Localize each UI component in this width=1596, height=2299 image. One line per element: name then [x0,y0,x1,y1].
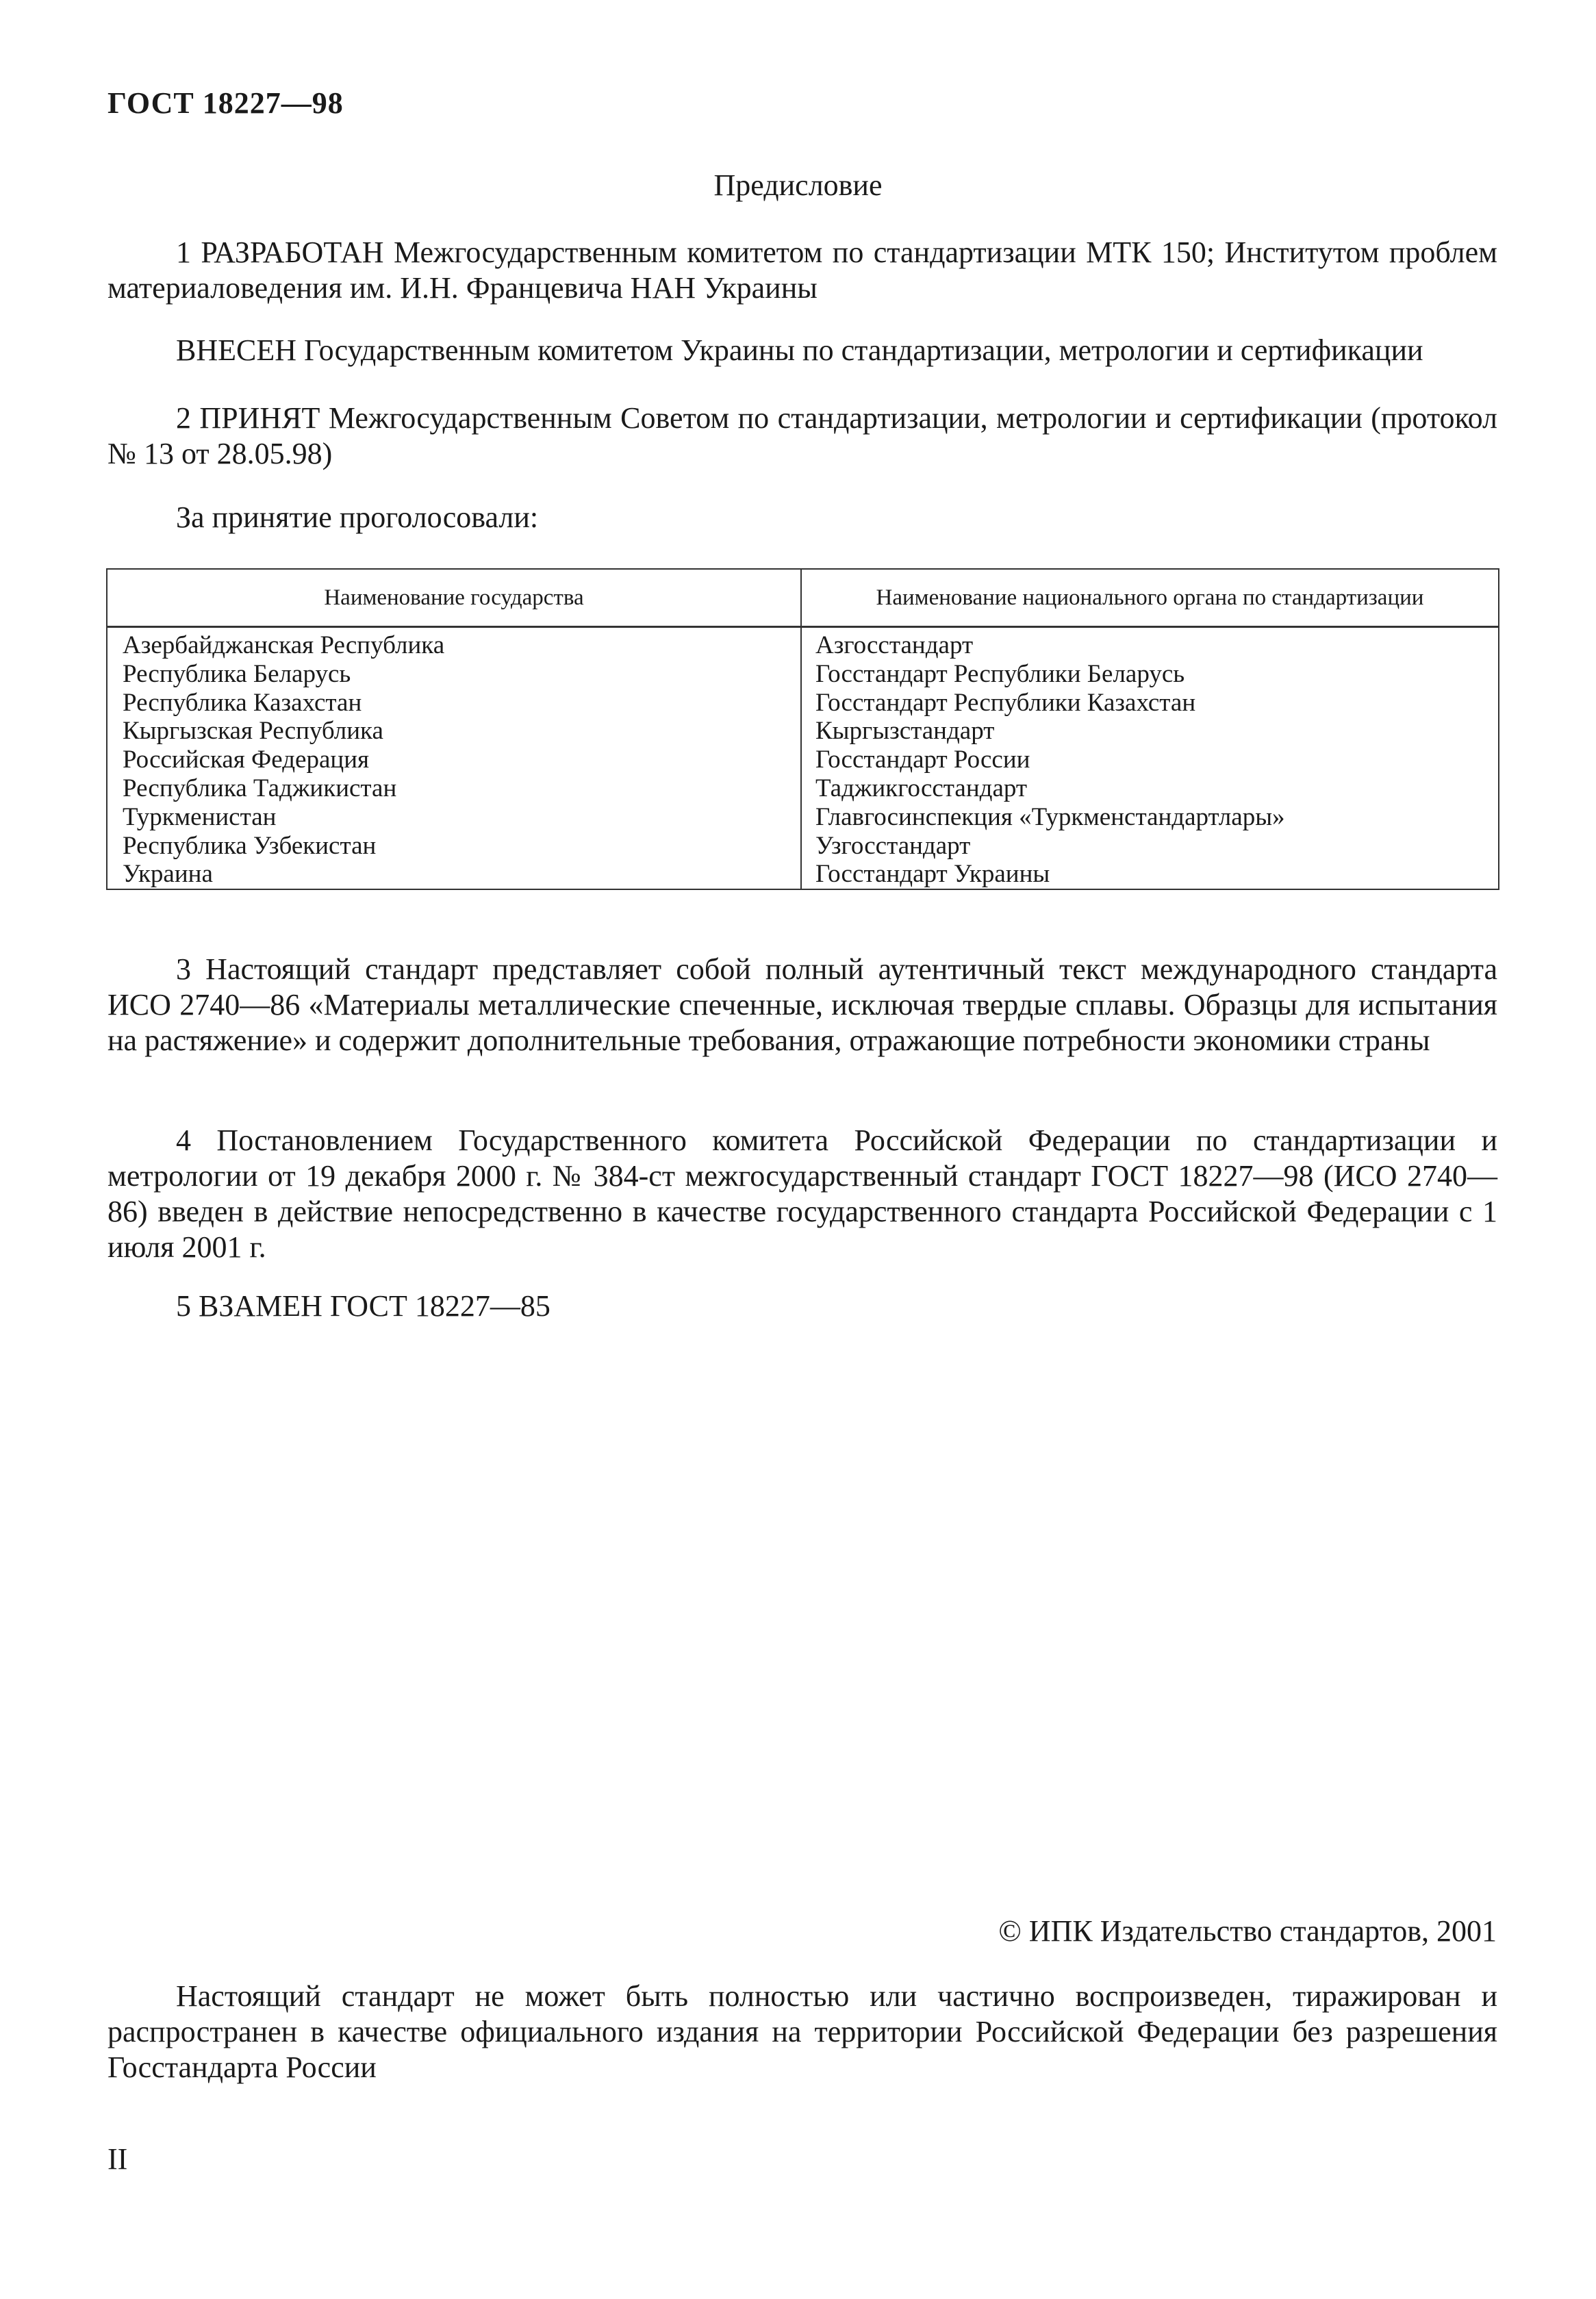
national-body-cell: Госстандарт Украины [815,860,1050,889]
national-body-cell: Кыргызстандарт [815,717,995,746]
authentic-text-paragraph: 3 Настоящий стандарт представляет собой полный аутентичный текст международного стандарта ИСО 2740—86 «Материалы металлические спеченные, исключая твердые сплавы. Образцы для испытания на растяжение» и содержит дополнительные требования, отражающие потребности экономики страны [107,952,1497,1057]
national-body-cell: Госстандарт России [815,746,1030,774]
reproduction-notice: Настоящий стандарт не может быть полностью или частично воспроизведен, тиражирован и распространен в качестве официального издания на территории Российской Федерации без разрешения Госстандарта России [107,1979,1497,2084]
national-body-cell: Главгосинспекция «Туркменстандартлары» [815,802,1285,831]
national-body-cell: Азгосстандарт [815,631,974,659]
national-body-cell: Таджикгосстандарт [815,774,1028,802]
state-name-cell: Республика Беларусь [123,659,351,688]
page-number: II [107,2142,128,2176]
table-header-national-body: Наименование национального органа по стандартизации [876,585,1424,610]
state-column [123,631,794,889]
national-body-cell: Госстандарт Республики Казахстан [815,688,1196,717]
resolution-paragraph: 4 Постановлением Государственного комитета Российской Федерации по стандартизации и метрологии от 19 декабря 2000 г. № 384-ст межгосударственный стандарт ГОСТ 18227—98 (ИСО 2740—86) введен в действие непосредственно в качестве государственного стандарта Российской Федерации с 1 июля 2001 г. [107,1123,1497,1264]
preface-title: Предисловие [713,168,883,202]
state-name-cell: Туркменистан [123,802,277,831]
copyright-line: © ИПК Издательство стандартов, 2001 [998,1914,1497,1948]
state-name-cell: Российская Федерация [123,746,370,774]
state-name-cell: Республика Таджикистан [123,774,397,802]
state-name-cell: Республика Узбекистан [123,831,377,860]
state-name-cell: Украина [123,860,213,889]
replaces-paragraph: 5 ВЗАМЕН ГОСТ 18227—85 [176,1289,550,1323]
introduced-by-paragraph: ВНЕСЕН Государственным комитетом Украины по стандартизации, метрологии и сертификации [176,333,1423,367]
state-name-cell: Кыргызская Республика [123,717,383,746]
table-header-state: Наименование государства [324,585,584,610]
adopted-by-paragraph: 2 ПРИНЯТ Межгосударственным Советом по стандартизации, метрологии и сертификации (протокол № 13 от 28.05.98) [107,401,1497,470]
standard-code-header: ГОСТ 18227—98 [107,86,344,120]
developed-by-paragraph: 1 РАЗРАБОТАН Межгосударственным комитетом по стандартизации МТК 150; Институтом проблем материаловедения им. И.Н. Францевича НАН Украины [107,236,1497,305]
table-header-row [107,570,1498,628]
voted-for-paragraph: За принятие проголосовали: [176,500,539,534]
national-body-column [815,631,1493,889]
voting-states-table [106,568,1499,890]
national-body-cell: Узгосстандарт [815,831,971,860]
national-body-cell: Госстандарт Республики Беларусь [815,659,1185,688]
state-name-cell: Республика Казахстан [123,688,362,717]
state-name-cell: Азербайджанская Республика [123,631,445,659]
table-column-divider [800,570,802,889]
